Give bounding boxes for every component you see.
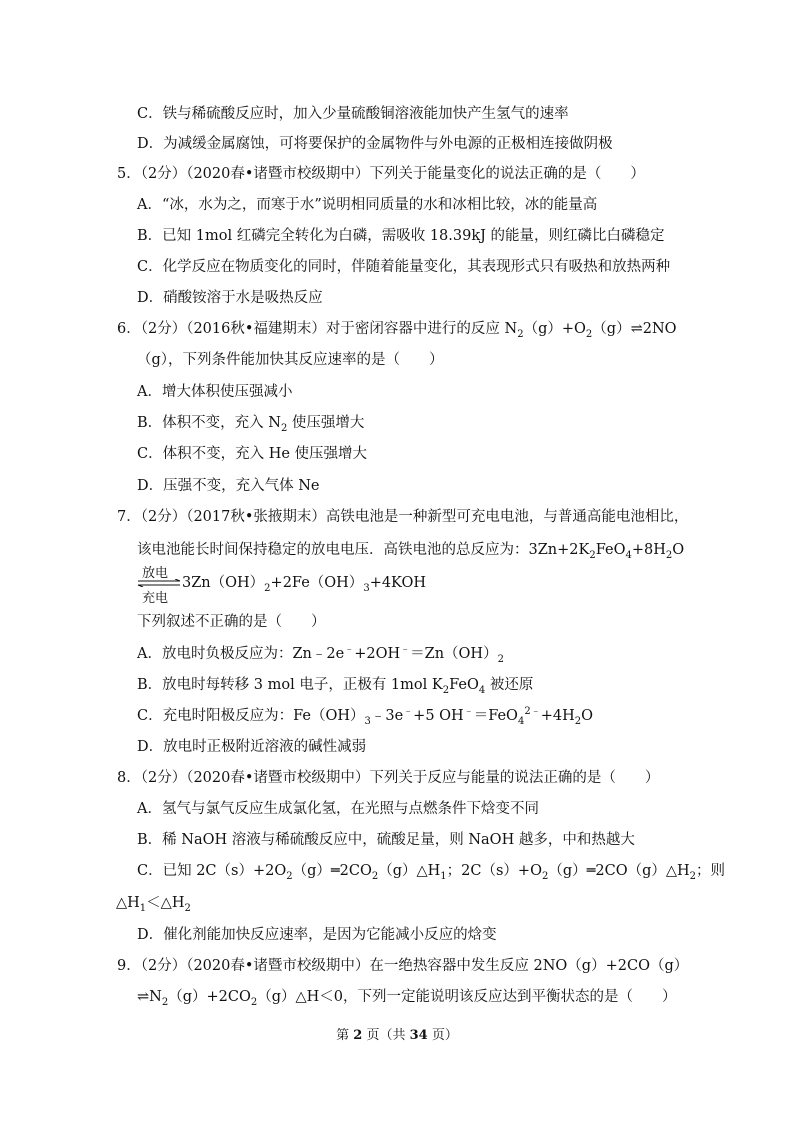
q6-option-d: D．压强不变，充入气体 Ne: [137, 478, 320, 494]
arrow-label-discharge: 放电: [142, 566, 169, 581]
equilibrium-arrow-icon: [136, 579, 182, 587]
q8-option-b: B．稀 NaOH 溶液与稀硫酸反应中，硫酸足量，则 NaOH 越多，中和热越大: [137, 832, 635, 848]
q4-option-c: C．铁与稀硫酸反应时，加入少量硫酸铜溶液能加快产生氢气的速率: [137, 106, 569, 122]
q5-option-b: B．已知 1mol 红磷完全转化为白磷，需吸收 18.39kJ 的能量，则红磷比白磷稳定: [137, 228, 665, 244]
q6-option-c: C．体积不变，充入 He 使压强增大: [137, 446, 368, 462]
q8-option-c: C．已知 $2C(s)+2O_2(g)═2CO_2(g)\triangle H_1$；$2C(s)+O_2(g)═2CO(g)\triangle H_2$；则: [137, 863, 726, 882]
q5-option-d: D．硝酸铵溶于水是吸热反应: [137, 290, 323, 306]
q6-stem: 6．（2分）（2016秋•福建期末）对于密闭容器中进行的反应 $N_2(g)+O_2(g)\rightleftharpoons 2NO$: [117, 321, 677, 340]
q7-option-c: C．充电时阳极反应为：$Fe(OH)_3﹣3e^﹣+5$ $OH^﹣=FeO_4^{2﹣}+4H_2O$: [137, 706, 593, 727]
q6-option-a: A．增大体积使压强减小: [137, 384, 293, 400]
q7-option-a: A．放电时负极反应为：$Zn﹣2e^﹣+2OH^﹣=Zn(OH)_2$: [137, 644, 504, 665]
q7-option-d: D．放电时正极附近溶液的碱性减弱: [137, 739, 367, 755]
q6-stem-continued: （g），下列条件能加快其反应速率的是（ ）: [137, 352, 444, 368]
q7-question: 下列叙述不正确的是（ ）: [137, 614, 326, 630]
q8-option-c-continued: $\triangle H_1<\triangle H_2$: [116, 895, 191, 914]
q7-stem: 7．（2分）（2017秋•张掖期末）高铁电池是一种新型可充电电池，与普通高能电池相比，: [117, 509, 689, 525]
q6-option-b: B．体积不变，充入 $N_2$ 使压强增大: [137, 415, 365, 434]
q8-option-d: D．催化剂能加快反应速率，是因为它能减小反应的焓变: [137, 927, 497, 943]
q5-stem: 5．（2分）（2020春•诸暨市校级期中）下列关于能量变化的说法正确的是（ ）: [117, 166, 645, 182]
q4-option-d: D．为减缓金属腐蚀，可将要保护的金属物件与外电源的正极相连接做阴极: [137, 136, 613, 152]
q7-equation-products: $3Zn(OH)_2+2Fe(OH)_3+4KOH$: [182, 575, 427, 594]
q5-option-a: A．“冰，水为之，而寒于水”说明相同质量的水和冰相比较，冰的能量高: [137, 197, 598, 213]
q5-option-c: C．化学反应在物质变化的同时，伴随着能量变化，其表现形式只有吸热和放热两种: [137, 259, 671, 275]
q7-option-b: B．放电时每转移 3 mol 电子，正极有 1mol $K_2FeO_4$ 被还原: [137, 677, 534, 696]
page-footer: 第 2 页（共 34 页）: [336, 1028, 458, 1043]
q8-stem: 8．（2分）（2020春•诸暨市校级期中）下列关于反应与能量的说法正确的是（ ）: [117, 770, 660, 786]
reversible-arrow: [136, 562, 182, 606]
total-page-count: 34: [409, 1028, 428, 1043]
arrow-label-charge: 充电: [142, 591, 169, 606]
current-page-number: 2: [353, 1028, 363, 1043]
q9-stem: 9．（2分）（2020春•诸暨市校级期中）在一绝热容器中发生反应 2NO（g）+2CO（g）: [117, 958, 689, 974]
q7-stem-continued: 该电池能长时间保持稳定的放电电压．高铁电池的总反应为：$3Zn+2K_2FeO_4+8H_2O$: [137, 542, 685, 561]
q9-stem-continued: $\rightleftharpoons N_2(g)+2CO_2(g)\triangle H<0$，下列一定能说明该反应达到平衡状态的是（ ）: [137, 989, 677, 1008]
q8-option-a: A．氢气与氯气反应生成氯化氢，在光照与点燃条件下焓变不同: [137, 801, 539, 817]
